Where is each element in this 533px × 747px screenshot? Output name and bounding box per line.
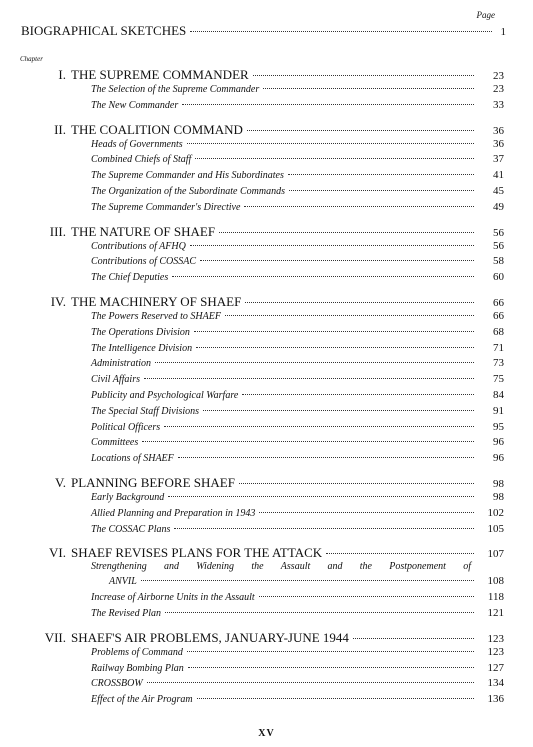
- table-of-contents: [0, 67, 533, 709]
- dot-leader: [242, 394, 474, 395]
- chapter-block: [0, 224, 533, 287]
- section-entry: [0, 389, 533, 405]
- section-entry: [0, 240, 533, 256]
- section-title: The Chief Deputies: [91, 272, 169, 284]
- chapter-number: II.: [54, 121, 66, 137]
- section-page: 75: [493, 373, 504, 386]
- section-page: 41: [493, 169, 504, 182]
- section-entry: [0, 326, 533, 342]
- section-entry: [0, 677, 533, 693]
- chapter-title: PLANNING BEFORE SHAEF: [71, 474, 235, 490]
- chapter-entry: [0, 475, 533, 491]
- section-entry-wrapped-line: [0, 561, 533, 575]
- section-page: 66: [493, 309, 504, 322]
- page-number-footer: XV: [258, 728, 275, 739]
- dot-leader: [353, 638, 474, 639]
- section-page: 121: [487, 606, 504, 619]
- section-entry: [0, 310, 533, 326]
- section-page: 127: [487, 661, 504, 674]
- section-word: Postponement: [389, 561, 446, 573]
- section-entry: [0, 421, 533, 437]
- dot-leader: [174, 528, 474, 529]
- dot-leader: [288, 174, 474, 175]
- section-entry: [0, 153, 533, 169]
- section-entry: [0, 185, 533, 201]
- dot-leader: [245, 302, 474, 303]
- section-page: 105: [487, 522, 504, 535]
- dot-leader: [289, 190, 474, 191]
- chapter-number: I.: [58, 67, 66, 82]
- dot-leader: [165, 612, 474, 613]
- section-page: 56: [493, 239, 504, 252]
- section-title: The COSSAC Plans: [91, 523, 171, 535]
- section-title: Publicity and Psychological Warfare: [91, 389, 239, 401]
- section-title: The New Commander: [91, 99, 179, 111]
- chapter-number: IV.: [50, 293, 66, 309]
- dot-leader: [164, 426, 474, 427]
- section-title: Effect of the Air Program: [91, 694, 193, 706]
- dot-leader: [144, 378, 474, 379]
- front-matter-page: 1: [500, 26, 506, 38]
- front-matter-entry: [21, 23, 506, 39]
- section-page: 108: [487, 575, 504, 588]
- section-entry: [0, 523, 533, 539]
- section-entry: [0, 575, 533, 591]
- chapter-block: [0, 475, 533, 538]
- section-entry: [0, 662, 533, 678]
- section-page: 71: [493, 341, 504, 354]
- section-entry: [0, 357, 533, 373]
- section-page: 58: [493, 255, 504, 268]
- section-page: 60: [493, 271, 504, 284]
- section-word: Strengthening: [91, 561, 147, 573]
- section-page: 37: [493, 153, 504, 166]
- section-page: 102: [487, 506, 504, 519]
- front-matter-title: BIOGRAPHICAL SKETCHES: [21, 23, 187, 38]
- dot-leader: [196, 347, 474, 348]
- dot-leader: [190, 245, 474, 246]
- chapter-entry: [0, 67, 533, 83]
- chapter-block: [0, 294, 533, 468]
- section-title: Contributions of AFHQ: [91, 240, 186, 252]
- section-page: 73: [493, 357, 504, 370]
- section-word: Widening: [196, 561, 235, 573]
- section-title: Combined Chiefs of Staff: [91, 154, 192, 166]
- section-entry: [0, 646, 533, 662]
- section-page: 33: [493, 98, 504, 111]
- dot-leader: [195, 158, 474, 159]
- chapter-title: SHAEF REVISES PLANS FOR THE ATTACK: [71, 545, 323, 561]
- section-title: Administration: [91, 358, 152, 370]
- chapter-page: 66: [493, 296, 504, 309]
- section-entry: [0, 83, 533, 99]
- section-page: 136: [487, 693, 504, 706]
- section-page: 95: [493, 420, 504, 433]
- section-entry: [0, 271, 533, 287]
- dot-leader: [259, 512, 474, 513]
- section-entry: [0, 491, 533, 507]
- dot-leader: [182, 104, 474, 105]
- section-title: The Organization of the Subordinate Commands: [91, 185, 285, 197]
- section-title: Heads of Governments: [91, 138, 183, 150]
- chapter-page: 23: [493, 70, 504, 82]
- section-page: 91: [493, 404, 504, 417]
- chapter-title: SHAEF'S AIR PROBLEMS, JANUARY-JUNE 1944: [71, 629, 349, 645]
- section-title: Railway Bombing Plan: [91, 662, 184, 674]
- section-word: the: [359, 561, 372, 573]
- section-entry: [0, 169, 533, 185]
- section-entry: [0, 99, 533, 115]
- section-entry: [0, 693, 533, 709]
- section-title: The Operations Division: [91, 326, 190, 338]
- dot-leader: [188, 667, 474, 668]
- dot-leader: [244, 206, 474, 207]
- dot-leader: [203, 410, 474, 411]
- section-entry: [0, 591, 533, 607]
- section-page: 118: [487, 591, 504, 604]
- section-title: Locations of SHAEF: [91, 453, 174, 465]
- dot-leader: [200, 260, 474, 261]
- section-page: 134: [487, 677, 504, 690]
- section-entry: [0, 405, 533, 421]
- chapter-entry: [0, 122, 533, 138]
- section-page: 36: [493, 137, 504, 150]
- dot-leader: [225, 315, 474, 316]
- chapter-title: THE NATURE OF SHAEF: [71, 223, 216, 239]
- dot-leader: [187, 143, 474, 144]
- section-title: The Powers Reserved to SHAEF: [91, 310, 221, 322]
- chapter-number: III.: [49, 223, 66, 239]
- section-entry: [0, 436, 533, 452]
- section-title: CROSSBOW: [91, 678, 143, 690]
- section-entry: [0, 607, 533, 623]
- section-title: Civil Affairs: [91, 374, 140, 386]
- dot-leader: [147, 682, 474, 683]
- dot-leader: [155, 362, 474, 363]
- dot-leader: [247, 130, 474, 131]
- chapter-entry: [0, 630, 533, 646]
- chapter-page: 56: [493, 226, 504, 239]
- dot-leader: [172, 276, 474, 277]
- dot-leader: [259, 596, 474, 597]
- section-title: The Revised Plan: [91, 607, 161, 619]
- section-page: 123: [487, 645, 504, 658]
- dot-leader: [326, 553, 474, 554]
- chapter-number: V.: [55, 474, 66, 490]
- section-page: 96: [493, 452, 504, 465]
- section-title: The Intelligence Division: [91, 342, 193, 354]
- section-title: Increase of Airborne Units in the Assault: [91, 592, 255, 604]
- dot-leader: [253, 75, 474, 76]
- section-entry: [0, 373, 533, 389]
- dot-leader: [194, 331, 474, 332]
- chapter-title: THE SUPREME COMMANDER: [71, 67, 249, 82]
- section-title: Problems of Command: [91, 646, 183, 658]
- section-title: Political Officers: [91, 421, 161, 433]
- dot-leader: [187, 651, 474, 652]
- chapter-title: THE MACHINERY OF SHAEF: [71, 293, 242, 309]
- chapter-page: 36: [493, 124, 504, 137]
- section-page: 45: [493, 184, 504, 197]
- chapter-page: 123: [487, 632, 504, 645]
- section-page: 23: [493, 83, 504, 95]
- page-column-label: Page: [476, 10, 495, 20]
- section-title: ANVIL: [109, 576, 137, 588]
- section-page: 98: [493, 490, 504, 503]
- section-title: The Supreme Commander's Directive: [91, 201, 241, 213]
- section-word: and: [327, 561, 343, 573]
- chapter-column-label: Chapter: [20, 55, 43, 63]
- chapter-entry: [0, 545, 533, 561]
- chapter-number: VII.: [44, 629, 66, 645]
- section-word: Assault: [280, 561, 311, 573]
- section-title: Committees: [91, 437, 139, 449]
- dot-leader: [219, 232, 474, 233]
- section-word: and: [164, 561, 179, 573]
- dot-leader: [142, 441, 474, 442]
- dot-leader: [197, 698, 474, 699]
- chapter-block: [0, 545, 533, 622]
- section-entry: [0, 255, 533, 271]
- section-word: the: [251, 561, 264, 573]
- chapter-entry: [0, 294, 533, 310]
- dot-leader: [178, 457, 474, 458]
- section-entry: [0, 201, 533, 217]
- section-title: Contributions of COSSAC: [91, 256, 197, 268]
- dot-leader: [168, 496, 474, 497]
- chapter-block: [0, 122, 533, 217]
- section-title: The Selection of the Supreme Commander: [91, 84, 260, 95]
- section-title: Allied Planning and Preparation in 1943: [91, 507, 256, 519]
- chapter-page: 98: [493, 477, 504, 490]
- section-page: 84: [493, 388, 504, 401]
- section-page: 96: [493, 436, 504, 449]
- section-entry: [0, 452, 533, 468]
- section-word: of: [463, 561, 471, 573]
- section-entry: [0, 342, 533, 358]
- section-title: Early Background: [91, 491, 165, 503]
- chapter-block: [0, 67, 533, 115]
- chapter-block: [0, 630, 533, 709]
- section-page: 68: [493, 325, 504, 338]
- section-title: The Special Staff Divisions: [91, 405, 200, 417]
- dot-leader: [141, 580, 474, 581]
- section-entry: [0, 507, 533, 523]
- dot-leader: [239, 483, 474, 484]
- chapter-page: 107: [487, 548, 504, 561]
- chapter-number: VI.: [49, 545, 66, 561]
- dot-leader: [263, 88, 474, 89]
- chapter-title: THE COALITION COMMAND: [71, 121, 243, 137]
- section-entry: [0, 138, 533, 154]
- section-title: The Supreme Commander and His Subordinates: [91, 170, 284, 182]
- section-page: 49: [493, 200, 504, 213]
- dot-leader: [190, 31, 492, 32]
- chapter-entry: [0, 224, 533, 240]
